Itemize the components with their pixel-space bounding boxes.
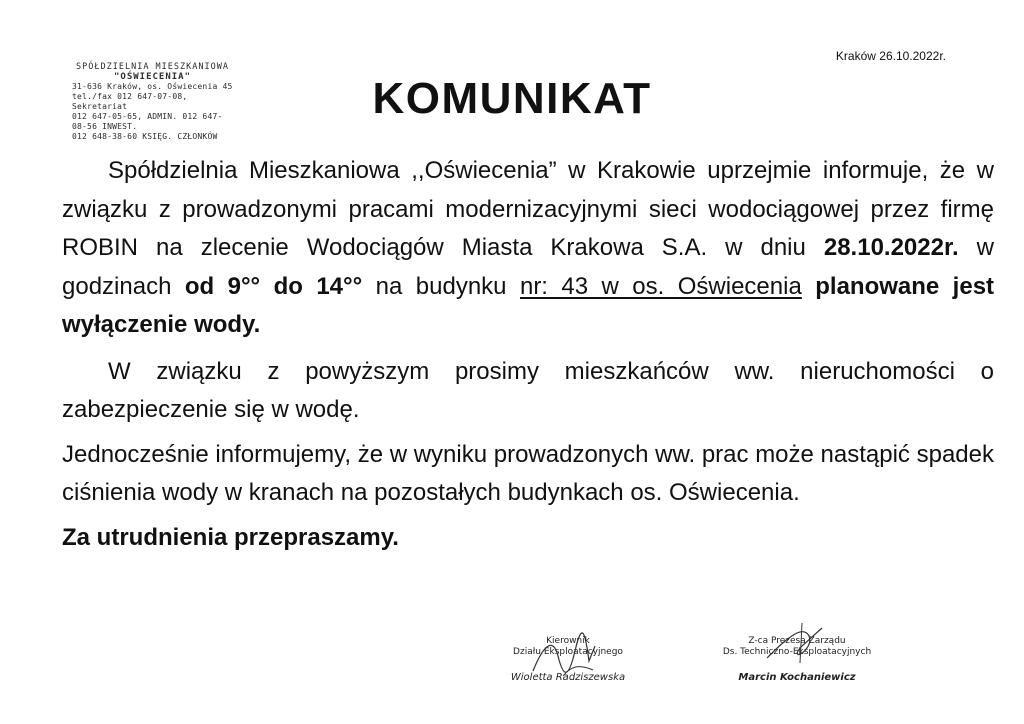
closing-apology: Za utrudnienia przepraszamy. [62, 523, 399, 551]
signer-left-role-2: Działu Eksploatacyjnego [513, 647, 623, 657]
stamp-org: SPÓŁDZIELNIA MIESZKANIOWA [76, 62, 229, 72]
handwritten-signature-left [523, 626, 613, 686]
signer-left-role-1: Kierownik [546, 636, 590, 646]
signature-right [722, 636, 872, 683]
page-title: KOMUNIKAT [372, 74, 652, 123]
stamp-line-members: 012 648-38-60 KSIĘG. CZŁONKÓW [72, 132, 218, 141]
building-location: nr: 43 w os. Oświecenia [519, 272, 802, 300]
signer-left-name: Wioletta Radziszewska [510, 672, 626, 683]
stamp-name: "OŚWIECENIA" [113, 72, 192, 82]
handwritten-signature-right [752, 618, 842, 668]
para1-text-1: Spółdzielnia Mieszkaniowa ,,Oświecenia” w Krakowie uprzejmie informuje, że w związku z prowadzonymi pracami modernizacyjnymi sieci wodociągowej przez firmę ROBIN na zlecenie Wodociągów Miasta Krakowa S.A. w dniu [62, 157, 994, 261]
paragraph-main [62, 152, 994, 345]
signer-right-name: Marcin Kochaniewicz [738, 672, 856, 683]
para1-text-3: na budynku [362, 272, 520, 300]
para1-text-2: w godzinach [62, 234, 995, 300]
paragraph-request: W związku z powyższym prosimy mieszkańców ww. nieruchomości o zabezpieczenie się w wodę. [62, 357, 994, 423]
shutoff-date: 28.10.2022r. [823, 234, 959, 261]
shutoff-notice: planowane jest wyłączenie wody. [62, 272, 995, 338]
stamp-line-phone: tel./fax 012 647-07-08, Sekretariat [72, 92, 188, 111]
signer-right-role-2: Ds. Techniczno-Eksploatacyjnych [722, 647, 872, 657]
signer-right-role-1: Z-ca Prezesa Zarządu [748, 636, 846, 646]
announcement-body [62, 152, 994, 557]
shutoff-hours: od 9°° do 14°° [184, 272, 363, 300]
paragraph-pressure: Jednocześnie informujemy, że w wyniku prowadzonych ww. prac może nastąpić spadek ciśnienia wody w kranach na pozostałych budynkach os. Oświecenia. [62, 440, 994, 506]
signature-left [498, 636, 638, 683]
stamp-line-admin: 012 647-05-65, ADMIN. 012 647-08-56 INWEST. [72, 112, 223, 131]
stamp-line-address: 31-636 Kraków, os. Oświecenia 45 [72, 82, 233, 91]
document-date: Kraków 26.10.2022r. [835, 49, 946, 63]
